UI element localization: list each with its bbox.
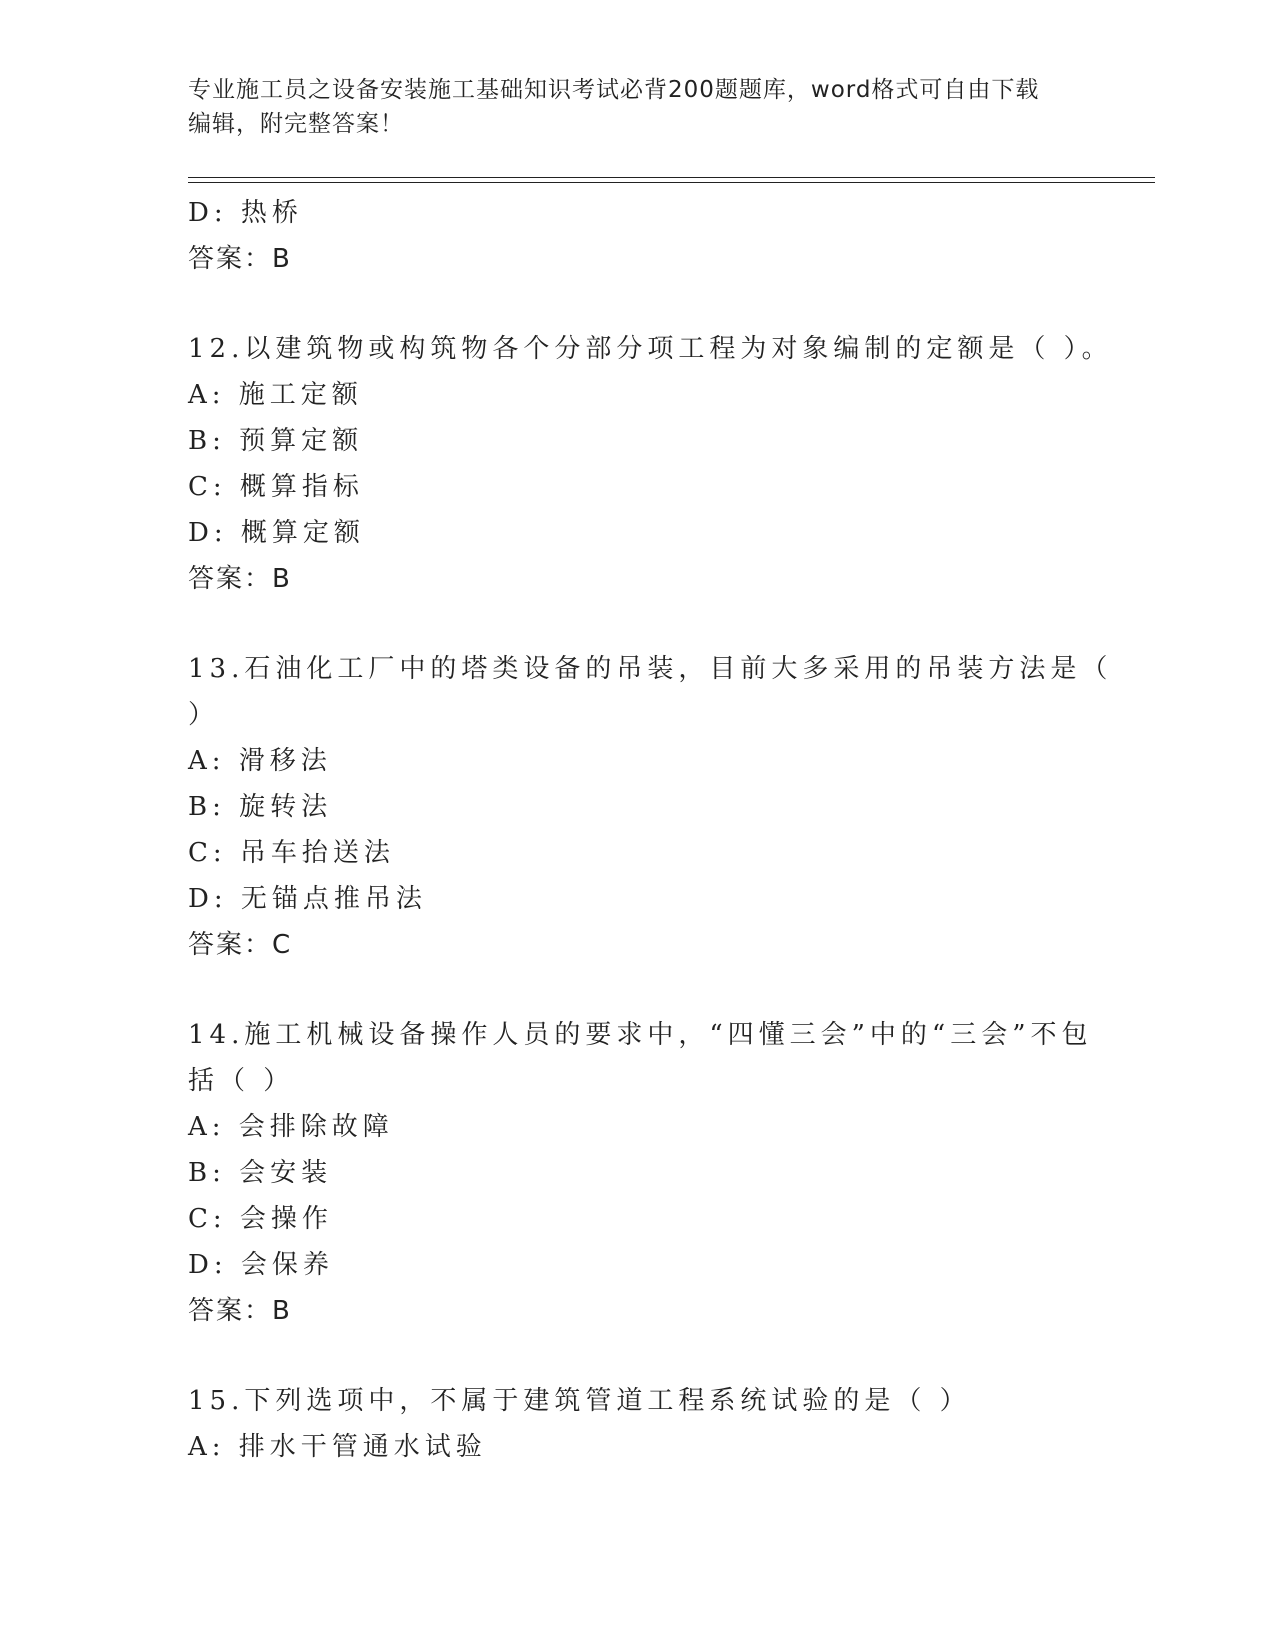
option-a: A: 排水干管通水试验 [188, 1432, 487, 1462]
question-text-line-2: ） [188, 700, 220, 730]
option-a: A: 滑移法 [188, 746, 332, 776]
prev-question [188, 190, 1088, 282]
option-c: C: 概算指标 [188, 472, 364, 502]
header-divider-top [188, 177, 1155, 178]
option-d: D: 会保养 [188, 1250, 334, 1280]
option-c: C: 吊车抬送法 [188, 838, 395, 868]
header-title-line-2: 编辑，附完整答案！ [188, 111, 404, 137]
question-text: 15.下列选项中，不属于建筑管道工程系统试验的是（ ） [188, 1386, 971, 1416]
answer: 答案：B [188, 1296, 292, 1326]
answer: 答案：B [188, 244, 292, 274]
option-c: C: 会操作 [188, 1204, 333, 1234]
answer: 答案：C [188, 930, 293, 960]
question-text-line-2: 括（ ） [188, 1066, 295, 1096]
header-title-line-1: 专业施工员之设备安装施工基础知识考试必背200题题库，word格式可自由下载 [188, 77, 1040, 103]
question-14 [188, 1012, 1093, 1334]
option-b: B: 预算定额 [188, 426, 364, 456]
question-text: 12.以建筑物或构筑物各个分部分项工程为对象编制的定额是（ ）。 [188, 334, 1113, 364]
option-d: D: 热桥 [188, 198, 303, 228]
question-13 [188, 646, 1113, 968]
document-header [188, 73, 1088, 141]
option-a: A: 会排除故障 [188, 1112, 394, 1142]
question-15 [188, 1378, 1088, 1470]
option-d: D: 概算定额 [188, 518, 365, 548]
question-text-line-1: 14.施工机械设备操作人员的要求中，“四懂三会”中的“三会”不包 [188, 1020, 1093, 1050]
answer: 答案：B [188, 564, 292, 594]
option-b: B: 会安装 [188, 1158, 333, 1188]
question-list [188, 190, 1113, 1470]
question-12 [188, 326, 1113, 602]
option-b: B: 旋转法 [188, 792, 333, 822]
question-text-line-1: 13.石油化工厂中的塔类设备的吊装，目前大多采用的吊装方法是（ [188, 654, 1113, 684]
option-a: A: 施工定额 [188, 380, 363, 410]
option-d: D: 无锚点推吊法 [188, 884, 427, 914]
header-divider-bottom [188, 182, 1155, 183]
